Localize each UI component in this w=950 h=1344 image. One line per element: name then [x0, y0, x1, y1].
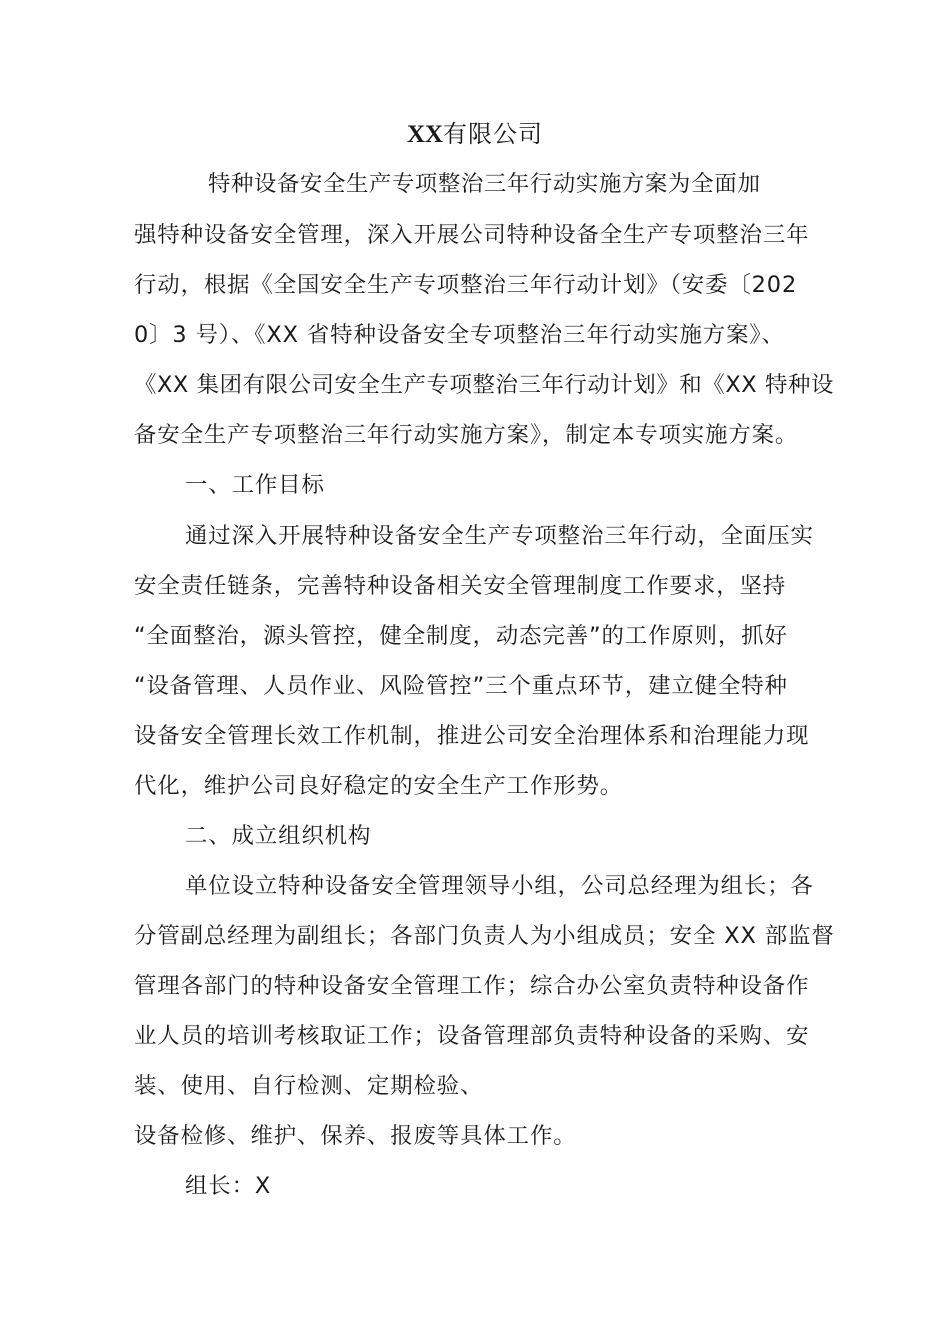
title-company-suffix: 有限公司 [443, 120, 544, 148]
paragraph-line: “设备管理、人员作业、风险管控”三个重点环节，建立健全特种 [134, 673, 788, 699]
paragraph-line: 《XX 集团有限公司安全生产专项整治三年行动计划》和《XX 特种设 [134, 372, 834, 398]
paragraph-line: 业人员的培训考核取证工作；设备管理部负责特种设备的采购、安 [134, 1023, 810, 1049]
paragraph-line: 行动，根据《全国安全生产专项整治三年行动计划》（安委〔202 [134, 272, 798, 298]
paragraph-line: 分管副总经理为副组长；各部门负责人为小组成员；安全 XX 部监督 [134, 923, 835, 949]
paragraph-line [208, 166, 761, 202]
paragraph-line: 管理各部门的特种设备安全管理工作；综合办公室负责特种设备作 [134, 973, 810, 999]
line-text: 为全面加 [667, 171, 761, 197]
paragraph-line: 通过深入开展特种设备安全生产专项整治三年行动，全面压实 [185, 523, 814, 549]
paragraph-line: 设备安全管理长效工作机制，推进公司安全治理体系和治理能力现 [134, 723, 810, 749]
paragraph-line: “全面整治，源头管控，健全制度，动态完善”的工作原则，抓好 [134, 623, 788, 649]
document-title [0, 116, 950, 153]
paragraph-line: 代化，维护公司良好稳定的安全生产工作形势。 [134, 773, 624, 799]
document-subtitle: 特种设备安全生产专项整治三年行动实施方案 [208, 171, 668, 197]
paragraph-line: 单位设立特种设备安全管理领导小组，公司总经理为组长；各 [185, 873, 814, 899]
paragraph-line: 备安全生产专项整治三年行动实施方案》，制定本专项实施方案。 [134, 422, 799, 448]
section-heading: 二、成立组织机构 [185, 823, 372, 849]
section-heading: 一、工作目标 [185, 472, 325, 498]
group-leader-line: 组长：X [185, 1173, 272, 1199]
paragraph-line: 设备检修、维护、保养、报废等具体工作。 [134, 1123, 577, 1149]
paragraph-line: 0〕3 号）、《XX 省特种设备安全专项整治三年行动实施方案》、 [134, 322, 785, 348]
paragraph-line: 安全责任链条，完善特种设备相关安全管理制度工作要求，坚持 [134, 573, 787, 599]
paragraph-line: 强特种设备安全管理，深入开展公司特种设备全生产专项整治三年 [134, 222, 810, 248]
paragraph-line: 装、使用、自行检测、定期检验、 [134, 1073, 484, 1099]
title-company-code: XX [406, 121, 444, 148]
